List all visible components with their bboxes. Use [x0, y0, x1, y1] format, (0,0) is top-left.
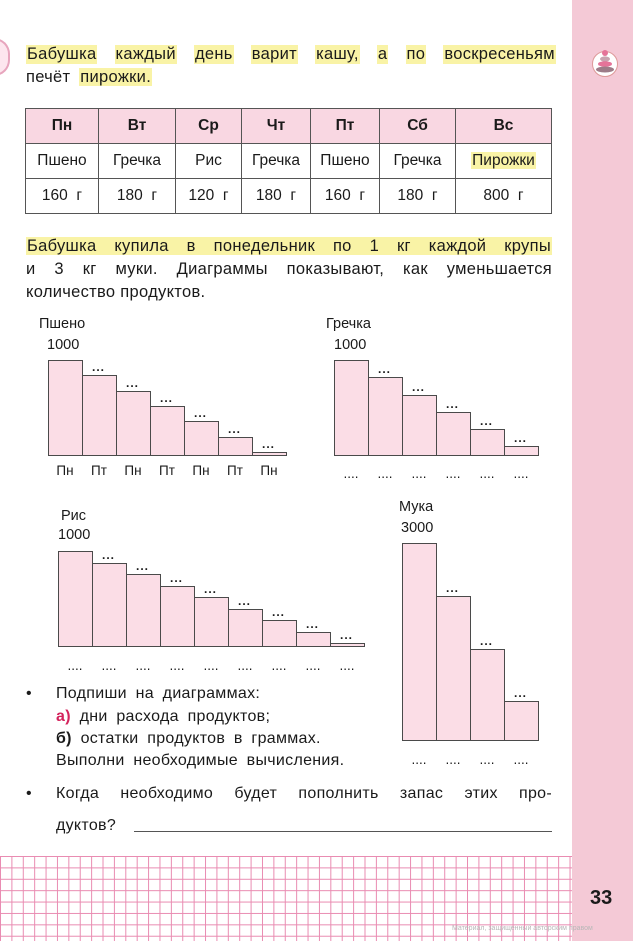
intro-word: по	[406, 45, 426, 63]
chart-tick-label[interactable]: ....	[101, 658, 117, 673]
chart-value-placeholder[interactable]: ...	[412, 380, 426, 394]
chart-start-value: 1000	[334, 337, 367, 353]
chart-bar	[48, 360, 83, 456]
chart-bar	[402, 395, 437, 456]
chart-bar	[82, 375, 117, 456]
task-b-text: остатки продуктов в граммах.	[80, 730, 321, 747]
chart-tick-label: Пн	[260, 463, 278, 478]
chart-bar	[194, 597, 229, 647]
chart-tick-label: Пт	[227, 463, 243, 478]
chart-value-placeholder[interactable]: ...	[446, 581, 460, 595]
chart-tick-label: Пт	[159, 463, 175, 478]
chart-value-placeholder[interactable]: ...	[204, 582, 218, 596]
chart-value-placeholder[interactable]: ...	[92, 360, 106, 374]
chart-value-placeholder[interactable]: ...	[340, 628, 354, 642]
chart-tick-label: Пн	[56, 463, 74, 478]
table-cell: Гречка	[99, 144, 176, 179]
chart-title: Рис	[61, 508, 87, 524]
chart-tick-label[interactable]: ....	[271, 658, 287, 673]
chart-value-placeholder[interactable]: ...	[126, 376, 140, 390]
chart-bar	[330, 643, 365, 647]
chart-value-placeholder[interactable]: ...	[306, 617, 320, 631]
schedule-table	[25, 108, 552, 214]
chart-title: Мука	[399, 499, 434, 515]
chart-tick-label[interactable]: ....	[339, 658, 355, 673]
task-1-line-4: Выполни необходимые вычисления.	[56, 752, 345, 769]
task-1-line-b	[56, 730, 321, 748]
bullet-marker: •	[26, 685, 32, 702]
task-1-line-1: Подпиши на диаграммах:	[56, 685, 261, 702]
table-cell: Пшено	[26, 144, 99, 179]
table-cell: Гречка	[380, 144, 456, 179]
chart-tick-label[interactable]: ....	[67, 658, 83, 673]
chart-bar	[504, 701, 539, 741]
table-header: Ср	[176, 109, 242, 144]
table-cell: 800 г	[456, 179, 552, 214]
chart-value-placeholder[interactable]: ...	[378, 362, 392, 376]
chart-tick-label[interactable]: ....	[411, 752, 427, 767]
chart-value-placeholder[interactable]: ...	[136, 559, 150, 573]
chart-title: Пшено	[39, 316, 86, 332]
chart-bar	[228, 609, 263, 647]
chart-value-placeholder[interactable]: ...	[446, 397, 460, 411]
chart-tick-label[interactable]: ....	[445, 466, 461, 481]
chart-title: Гречка	[326, 316, 371, 332]
intro-word: кашу,	[316, 45, 359, 63]
answer-line[interactable]	[134, 831, 552, 832]
intro-word: пирожки.	[80, 68, 152, 86]
table-cell: 180 г	[242, 179, 311, 214]
chart-tick-label[interactable]: ....	[377, 466, 393, 481]
bullet-marker: •	[26, 785, 32, 802]
chart-value-placeholder[interactable]: ...	[228, 422, 242, 436]
chart-bar	[58, 551, 93, 647]
chart-value-placeholder[interactable]: ...	[514, 431, 528, 445]
chart-bar	[334, 360, 369, 456]
chart-tick-label[interactable]: ....	[479, 752, 495, 767]
chart-tick-label[interactable]: ....	[237, 658, 253, 673]
table-header: Вт	[99, 109, 176, 144]
chart-bar	[368, 377, 403, 456]
chart-value-placeholder[interactable]: ...	[238, 594, 252, 608]
table-row	[26, 109, 552, 144]
table-cell: Пшено	[311, 144, 380, 179]
chart-value-placeholder[interactable]: ...	[514, 686, 528, 700]
chart-tick-label[interactable]: ....	[203, 658, 219, 673]
intro-word: каждый	[115, 45, 176, 63]
chart-start-value: 1000	[47, 337, 80, 353]
chart-value-placeholder[interactable]: ...	[262, 437, 276, 451]
table-row	[26, 179, 552, 214]
table-cell: 180 г	[99, 179, 176, 214]
watermark: Материал, защищенный авторским правом	[452, 925, 593, 932]
chart-value-placeholder[interactable]: ...	[194, 406, 208, 420]
purchase-word-highlight: Бабушка купила в понедельник по 1 кг каждой крупы	[27, 237, 551, 255]
intro-line-2	[26, 68, 152, 87]
purchase-line-3: количество продуктов.	[26, 283, 206, 301]
chart-tick-label: Пт	[91, 463, 107, 478]
chart-bar	[252, 452, 287, 456]
table-header: Пн	[26, 109, 99, 144]
task-b-label: б)	[56, 730, 72, 747]
chart-tick-label[interactable]: ....	[343, 466, 359, 481]
chart-start-value: 1000	[58, 527, 91, 543]
table-header: Пт	[311, 109, 380, 144]
chart-bar	[92, 563, 127, 647]
table-cell: 160 г	[26, 179, 99, 214]
chart-tick-label[interactable]: ....	[479, 466, 495, 481]
chart-value-placeholder[interactable]: ...	[102, 548, 116, 562]
chart-bar	[184, 421, 219, 456]
table-cell: Рис	[176, 144, 242, 179]
intro-word: день	[194, 45, 233, 63]
intro-word: печёт	[26, 68, 71, 86]
chart-bar	[504, 446, 539, 456]
chart-value-placeholder[interactable]: ...	[160, 391, 174, 405]
chart-bar	[470, 649, 505, 741]
chart-bar	[116, 391, 151, 456]
chart-value-placeholder[interactable]: ...	[480, 634, 494, 648]
intro-word: Бабушка	[27, 45, 97, 63]
chart-bar	[160, 586, 195, 647]
chart-tick-label[interactable]: ....	[513, 752, 529, 767]
table-cell: 180 г	[380, 179, 456, 214]
chart-tick-label[interactable]: ....	[305, 658, 321, 673]
task-2-line-1: Когда необходимо будет пополнить запас этих про-	[56, 785, 552, 802]
task-2-line-2: дуктов?	[56, 817, 117, 834]
page-number: 33	[590, 887, 613, 909]
chart-bar	[470, 429, 505, 456]
page-sidebar	[572, 0, 633, 941]
chart-bar	[402, 543, 437, 741]
table-cell: 120 г	[176, 179, 242, 214]
task-a-text: дни расхода продуктов;	[79, 708, 271, 725]
chart-tick-label[interactable]: ....	[445, 752, 461, 767]
section-tab	[0, 38, 10, 76]
table-header: Чт	[242, 109, 311, 144]
chart-bar	[150, 406, 185, 456]
intro-word: воскресеньям	[444, 45, 555, 63]
chart-value-placeholder[interactable]: ...	[170, 571, 184, 585]
pyramid-toy-icon	[592, 46, 618, 82]
task-a-label: а)	[56, 708, 71, 725]
purchase-line-1	[26, 237, 552, 256]
table-row	[26, 144, 552, 179]
task-1-line-a	[56, 708, 270, 726]
chart-tick-label[interactable]: ....	[411, 466, 427, 481]
chart-tick-label: Пн	[192, 463, 210, 478]
chart-tick-label[interactable]: ....	[169, 658, 185, 673]
intro-word: а	[377, 45, 388, 63]
chart-bar	[296, 632, 331, 647]
chart-bar	[262, 620, 297, 647]
table-cell: 160 г	[311, 179, 380, 214]
intro-word: варит	[251, 45, 298, 63]
chart-value-placeholder[interactable]: ...	[272, 605, 286, 619]
chart-bar	[436, 412, 471, 456]
chart-tick-label[interactable]: ....	[513, 466, 529, 481]
table-header: Сб	[380, 109, 456, 144]
table-header: Вс	[456, 109, 552, 144]
chart-bar	[218, 437, 253, 456]
chart-value-placeholder[interactable]: ...	[480, 414, 494, 428]
pies-highlight: Пирожки	[472, 152, 535, 169]
chart-bar	[436, 596, 471, 741]
chart-bar	[126, 574, 161, 647]
intro-line-1	[26, 45, 556, 64]
table-cell	[456, 144, 552, 179]
purchase-line-2: и 3 кг муки. Диаграммы показывают, как уменьшается	[26, 260, 552, 278]
table-cell: Гречка	[242, 144, 311, 179]
chart-start-value: 3000	[401, 520, 434, 536]
chart-tick-label: Пн	[124, 463, 142, 478]
chart-tick-label[interactable]: ....	[135, 658, 151, 673]
